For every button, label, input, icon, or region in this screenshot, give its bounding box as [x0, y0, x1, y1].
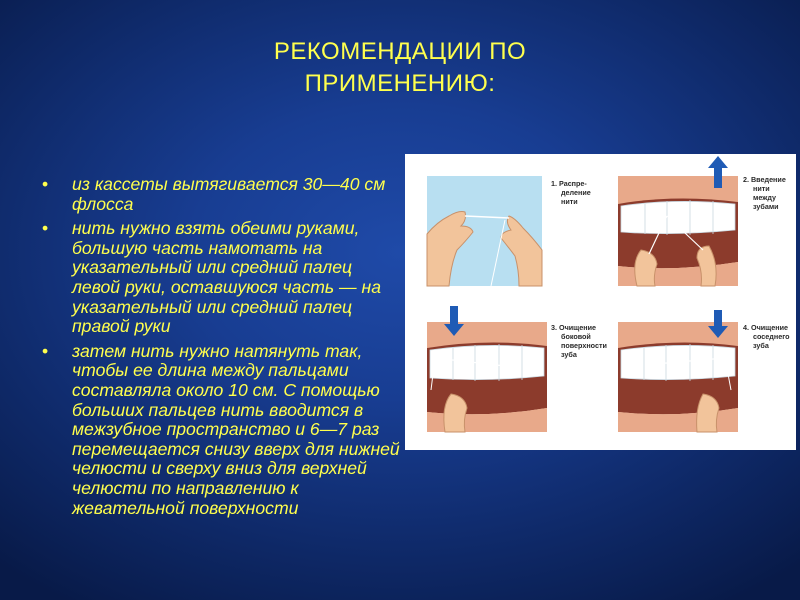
- panel-3-mouth: [427, 322, 547, 432]
- flossing-steps-graphic: [405, 154, 796, 450]
- caption-step-4-line-1: 4. Очищение: [743, 323, 788, 332]
- list-item: • нить нужно взять обеими руками, большую часть намотать на указательный или средний палец левой руки, оставшуюся часть — на указательный или средний палец правой руки: [42, 219, 404, 337]
- title-line-1: РЕКОМЕНДАЦИИ ПО: [273, 38, 527, 65]
- caption-step-1-line-2: деление: [561, 188, 591, 197]
- caption-step-3-line-2: боковой: [561, 332, 591, 341]
- caption-step-3: [551, 323, 607, 359]
- list-item: • из кассеты вытягивается 30—40 см флосса: [42, 175, 404, 214]
- caption-step-3-line-4: зуба: [561, 350, 577, 359]
- panel-1-hands: [427, 176, 542, 286]
- caption-step-1: [551, 179, 591, 206]
- panel-4-mouth: [618, 322, 738, 432]
- title-line-2: ПРИМЕНЕНИЮ:: [304, 70, 496, 97]
- caption-step-3-line-1: 3. Очищение: [551, 323, 596, 332]
- recommendation-list: [42, 175, 404, 523]
- caption-step-2-line-3: между: [753, 193, 776, 202]
- caption-step-2-line-2: нити: [753, 184, 770, 193]
- caption-step-1-line-3: нити: [561, 197, 578, 206]
- flossing-illustration: [405, 154, 796, 450]
- caption-step-4-line-2: соседнего: [753, 332, 790, 341]
- caption-step-2: [743, 175, 786, 211]
- slide-title: [150, 36, 650, 100]
- caption-step-2-line-1: 2. Введение: [743, 175, 786, 184]
- caption-step-4: [743, 323, 790, 350]
- caption-step-1-line-1: 1. Распре-: [551, 179, 587, 188]
- list-item: • затем нить нужно натянуть так, чтобы ее длина между пальцами составляла около 10 см. С помощью больших пальцев нить вводится в межзубное пространство и 6—7 раз перемещается снизу вверх для нижней челюсти и сверху вниз для верхней челюсти по направлению к жевательной поверхности: [42, 342, 404, 518]
- caption-step-3-line-3: поверхности: [561, 341, 607, 350]
- caption-step-4-line-3: зуба: [753, 341, 769, 350]
- caption-step-2-line-4: зубами: [753, 202, 779, 211]
- panel-2-mouth: [618, 176, 738, 286]
